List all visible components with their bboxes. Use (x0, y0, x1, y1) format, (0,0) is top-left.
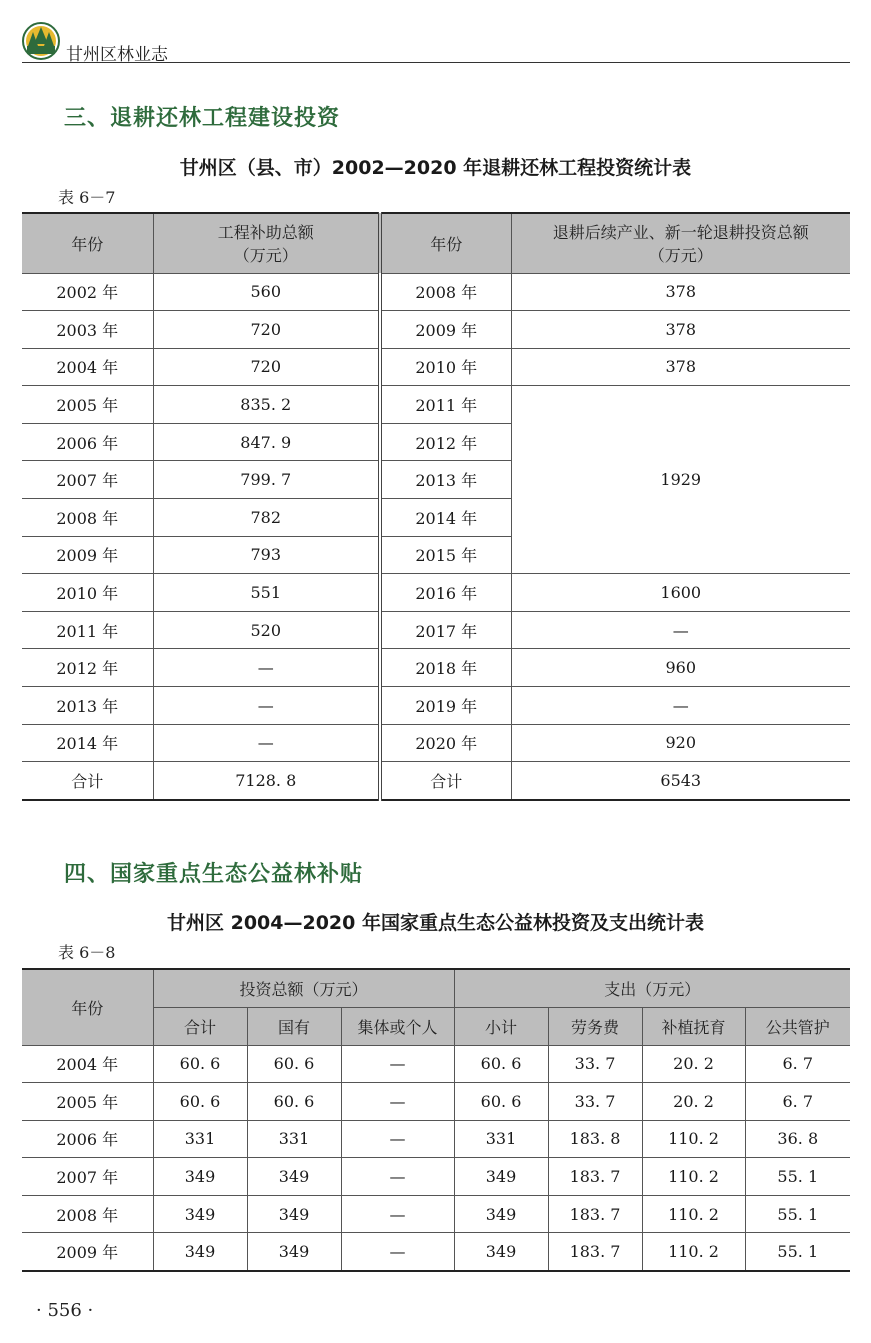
year-cell: 2015 年 (380, 536, 511, 574)
invest-total-cell: 331 (153, 1120, 247, 1158)
table-row (22, 1195, 850, 1233)
table-row (22, 687, 850, 725)
invest-total-cell: 60. 6 (153, 1083, 247, 1121)
col-header-subsidy-line2: （万元） (233, 246, 298, 266)
collective-cell: — (341, 1195, 454, 1233)
collective-cell: — (341, 1158, 454, 1196)
page-number: · 556 · (36, 1300, 94, 1321)
col-header-labor: 劳务费 (548, 1007, 642, 1045)
table-row (22, 1158, 850, 1196)
col-header-followup (511, 213, 850, 273)
year-cell: 2010 年 (380, 348, 511, 386)
year-cell: 2014 年 (380, 499, 511, 537)
invest-total-cell: 349 (153, 1158, 247, 1196)
state-owned-cell: 349 (247, 1195, 341, 1233)
followup-cell: 920 (511, 724, 850, 762)
public-management-cell: 55. 1 (745, 1233, 850, 1271)
year-cell: 2013 年 (22, 687, 153, 725)
table-row (22, 611, 850, 649)
labor-cell: 33. 7 (548, 1083, 642, 1121)
replanting-cell: 110. 2 (642, 1195, 745, 1233)
subtotal-cell: 60. 6 (454, 1083, 548, 1121)
col-group-expenditure: 支出（万元） (454, 969, 850, 1007)
labor-cell: 183. 7 (548, 1158, 642, 1196)
col-header-subtotal: 小计 (454, 1007, 548, 1045)
year-cell: 2012 年 (22, 649, 153, 687)
collective-cell: — (341, 1120, 454, 1158)
state-owned-cell: 349 (247, 1233, 341, 1271)
state-owned-cell: 60. 6 (247, 1083, 341, 1121)
subsidy-cell: — (153, 649, 380, 687)
year-cell: 2010 年 (22, 574, 153, 612)
book-title: 甘州区林业志 (66, 45, 168, 65)
table-row (22, 574, 850, 612)
year-cell: 2005 年 (22, 1083, 153, 1121)
col-header-subsidy (153, 213, 380, 273)
col-header-replanting: 补植抚育 (642, 1007, 745, 1045)
state-owned-cell: 349 (247, 1158, 341, 1196)
state-owned-cell: 60. 6 (247, 1045, 341, 1083)
table-row (22, 649, 850, 687)
replanting-cell: 110. 2 (642, 1233, 745, 1271)
col-header-collective: 集体或个人 (341, 1007, 454, 1045)
year-cell: 2018 年 (380, 649, 511, 687)
followup-cell: — (511, 611, 850, 649)
col-header-public-management: 公共管护 (745, 1007, 850, 1045)
col-group-investment: 投资总额（万元） (153, 969, 454, 1007)
year-cell: 2009 年 (380, 311, 511, 349)
subtotal-cell: 60. 6 (454, 1045, 548, 1083)
table-row (22, 386, 850, 424)
subsidy-cell: — (153, 687, 380, 725)
replanting-cell: 110. 2 (642, 1158, 745, 1196)
col-header-year: 年份 (22, 969, 153, 1045)
table-header-row-1 (22, 969, 850, 1007)
year-cell: 2016 年 (380, 574, 511, 612)
year-cell: 2008 年 (22, 499, 153, 537)
subsidy-cell: 782 (153, 499, 380, 537)
col-header-total: 合计 (153, 1007, 247, 1045)
year-cell: 2011 年 (22, 611, 153, 649)
table-row (22, 348, 850, 386)
col-header-subsidy-line1: 工程补助总额 (217, 223, 314, 243)
table-row (22, 1233, 850, 1271)
public-management-cell: 55. 1 (745, 1158, 850, 1196)
year-cell: 2020 年 (380, 724, 511, 762)
table-6-8 (22, 968, 850, 1272)
col-header-followup-line2: （万元） (648, 246, 713, 266)
subsidy-cell: 793 (153, 536, 380, 574)
col-header-state-owned: 国有 (247, 1007, 341, 1045)
table-caption-6-8: 甘州区 2004—2020 年国家重点生态公益林投资及支出统计表 (167, 912, 704, 934)
followup-cell: 1600 (511, 574, 850, 612)
year-cell: 2014 年 (22, 724, 153, 762)
followup-cell: 960 (511, 649, 850, 687)
subtotal-cell: 349 (454, 1233, 548, 1271)
public-management-cell: 36. 8 (745, 1120, 850, 1158)
replanting-cell: 20. 2 (642, 1083, 745, 1121)
subsidy-cell: 799. 7 (153, 461, 380, 499)
table-row (22, 1083, 850, 1121)
subtotal-cell: 331 (454, 1120, 548, 1158)
public-management-cell: 6. 7 (745, 1083, 850, 1121)
invest-total-cell: 349 (153, 1195, 247, 1233)
subsidy-cell: 835. 2 (153, 386, 380, 424)
year-cell: 2008 年 (380, 273, 511, 311)
year-cell: 2009 年 (22, 1233, 153, 1271)
followup-cell: 378 (511, 273, 850, 311)
year-cell: 2011 年 (380, 386, 511, 424)
year-cell: 2006 年 (22, 423, 153, 461)
table-row (22, 1045, 850, 1083)
table-label-6-8: 表 6－8 (58, 943, 116, 962)
subsidy-cell: 720 (153, 311, 380, 349)
year-cell: 2007 年 (22, 1158, 153, 1196)
year-cell: 2009 年 (22, 536, 153, 574)
labor-cell: 183. 7 (548, 1233, 642, 1271)
year-cell: 2007 年 (22, 461, 153, 499)
table-caption-6-7: 甘州区（县、市）2002—2020 年退耕还林工程投资统计表 (179, 157, 692, 179)
followup-cell: 378 (511, 311, 850, 349)
state-owned-cell: 331 (247, 1120, 341, 1158)
year-cell: 2013 年 (380, 461, 511, 499)
labor-cell: 183. 7 (548, 1195, 642, 1233)
year-cell: 2006 年 (22, 1120, 153, 1158)
forest-logo-icon (22, 22, 60, 60)
total-value-left: 7128. 8 (153, 762, 380, 800)
collective-cell: — (341, 1083, 454, 1121)
col-header-year2: 年份 (380, 213, 511, 273)
table-row (22, 311, 850, 349)
year-cell: 2019 年 (380, 687, 511, 725)
table-6-7 (22, 212, 850, 801)
table-total-row (22, 762, 850, 800)
year-cell: 2004 年 (22, 348, 153, 386)
replanting-cell: 110. 2 (642, 1120, 745, 1158)
labor-cell: 183. 8 (548, 1120, 642, 1158)
section-heading-3: 三、退耕还林工程建设投资 (64, 106, 341, 131)
year-cell: 2012 年 (380, 423, 511, 461)
replanting-cell: 20. 2 (642, 1045, 745, 1083)
followup-merged-cell: 1929 (511, 386, 850, 574)
year-cell: 2005 年 (22, 386, 153, 424)
table-row (22, 724, 850, 762)
col-header-followup-line1: 退耕后续产业、新一轮退耕投资总额 (552, 223, 809, 243)
subsidy-cell: 551 (153, 574, 380, 612)
year-cell: 2003 年 (22, 311, 153, 349)
year-cell: 2004 年 (22, 1045, 153, 1083)
labor-cell: 33. 7 (548, 1045, 642, 1083)
total-label-right: 合计 (380, 762, 511, 800)
year-cell: 2002 年 (22, 273, 153, 311)
followup-cell: 378 (511, 348, 850, 386)
subtotal-cell: 349 (454, 1195, 548, 1233)
total-value-right: 6543 (511, 762, 850, 800)
total-label-left: 合计 (22, 762, 153, 800)
table-label-6-7: 表 6－7 (58, 188, 116, 207)
page-header (22, 22, 850, 64)
collective-cell: — (341, 1233, 454, 1271)
subsidy-cell: — (153, 724, 380, 762)
col-header-year: 年份 (22, 213, 153, 273)
followup-cell: — (511, 687, 850, 725)
public-management-cell: 55. 1 (745, 1195, 850, 1233)
invest-total-cell: 349 (153, 1233, 247, 1271)
year-cell: 2017 年 (380, 611, 511, 649)
subsidy-cell: 847. 9 (153, 423, 380, 461)
table-row (22, 273, 850, 311)
public-management-cell: 6. 7 (745, 1045, 850, 1083)
table-row (22, 1120, 850, 1158)
subsidy-cell: 560 (153, 273, 380, 311)
header-divider (22, 62, 850, 63)
collective-cell: — (341, 1045, 454, 1083)
subsidy-cell: 720 (153, 348, 380, 386)
subsidy-cell: 520 (153, 611, 380, 649)
invest-total-cell: 60. 6 (153, 1045, 247, 1083)
table-header-row (22, 213, 850, 273)
year-cell: 2008 年 (22, 1195, 153, 1233)
subtotal-cell: 349 (454, 1158, 548, 1196)
section-heading-4: 四、国家重点生态公益林补贴 (64, 862, 364, 887)
